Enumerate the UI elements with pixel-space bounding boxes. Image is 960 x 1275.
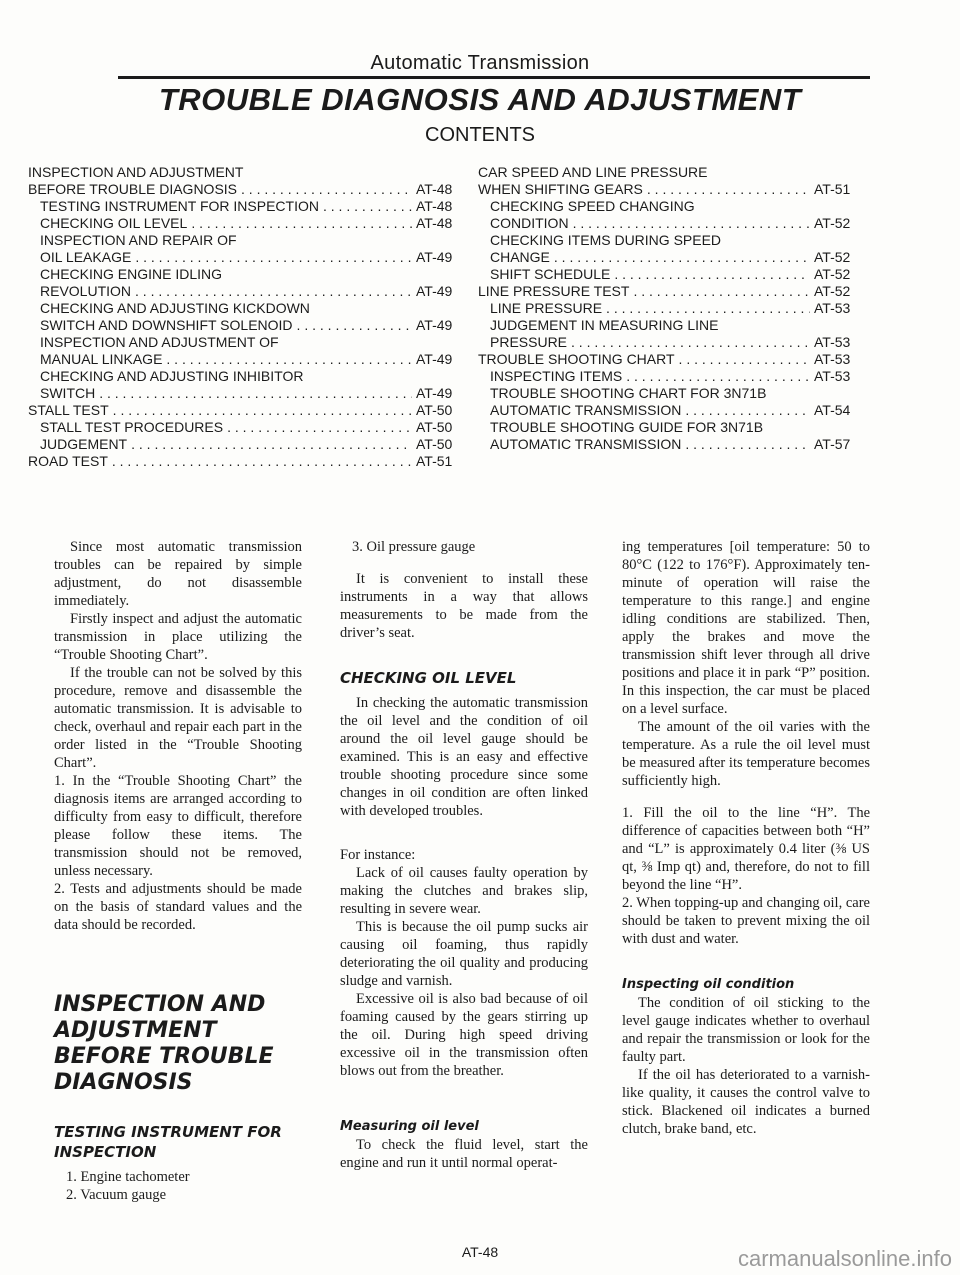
toc-label: ROAD TEST [28,453,108,469]
toc-label: CHECKING ITEMS DURING SPEED [490,232,722,248]
toc-left [28,164,460,470]
paragraph: For instance: [340,847,416,863]
toc-label: JUDGEMENT [40,436,128,452]
paragraph: Firstly inspect and adjust the automatic transmission in place utilizing the “Trouble Shooting Chart”. [54,611,302,663]
toc-page-number: AT-51 [416,453,453,469]
toc-leader [571,334,810,351]
minor-heading: Measuring oil level [340,1119,479,1134]
paragraph: 2. When topping-up and changing oil, care should be taken to prevent mixing the oil with dust and water. [622,895,870,947]
toc-leader [626,368,810,385]
toc-entry [478,198,858,215]
toc-page-number: AT-53 [814,334,851,350]
toc-label: CHECKING SPEED CHANGING [490,198,695,214]
paragraph: In checking the automatic transmission the oil level and the condition of oil around the oil level gauge should be examined. This is an easy and effective trouble shooting procedure since some changes in oil condition are often linked with developed troubles. [340,695,588,819]
toc-entry [28,232,460,249]
toc-entry [28,385,460,402]
toc-page-number: AT-50 [416,419,453,435]
toc-entry [28,164,460,181]
toc-entry [28,266,460,283]
toc-leader [112,453,412,470]
toc-entry [478,181,858,198]
toc-leader [573,215,810,232]
toc-entry [28,453,460,470]
toc-leader [323,198,412,215]
paragraph: The condition of oil sticking to the level gauge indicates whether to overhaul and repair the transmission or look for the faulty part. [622,995,870,1065]
toc-label: CAR SPEED AND LINE PRESSURE [478,164,708,180]
toc-entry [478,266,858,283]
toc-page-number: AT-48 [416,215,453,231]
toc-page-number: AT-48 [416,198,453,214]
column-1 [54,538,302,1204]
toc-leader [131,436,412,453]
paragraph: If the oil has deteriorated to a varnish-like quality, it causes the control valve to stick. Blackened oil indicates a burned clutch, brake band, etc. [622,1067,870,1137]
toc-label: LINE PRESSURE [490,300,603,316]
toc-entry [478,249,858,266]
toc-right [478,164,858,453]
toc-leader [135,283,412,300]
toc-leader [685,402,810,419]
toc-label: INSPECTION AND ADJUSTMENT OF [40,334,279,350]
toc-entry [28,215,460,232]
header-title: Automatic Transmission [370,52,590,74]
toc-label: REVOLUTION [40,283,132,299]
toc-page-number: AT-53 [814,368,851,384]
toc-leader [606,300,810,317]
paragraph: Since most automatic transmission troubles can be repaired by simple adjustment, do not disassemble immediately. [54,539,302,609]
toc-label: SWITCH AND DOWNSHIFT SOLENOID [40,317,293,333]
toc-page-number: AT-49 [416,283,453,299]
header-rule [118,76,870,79]
toc-label: LINE PRESSURE TEST [478,283,630,299]
toc-entry [28,198,460,215]
toc-label: WHEN SHIFTING GEARS [478,181,643,197]
toc-label: STALL TEST [28,402,109,418]
toc-entry [478,402,858,419]
toc-entry [478,215,858,232]
toc-entry [28,334,460,351]
toc-entry [28,181,460,198]
sub-heading: CHECKING OIL LEVEL [340,669,517,687]
toc-entry [478,334,858,351]
minor-heading: Inspecting oil condition [622,977,795,992]
toc-label: BEFORE TROUBLE DIAGNOSIS [28,181,238,197]
toc-page-number: AT-49 [416,317,453,333]
paragraph: If the trouble can not be solved by this procedure, remove and disassemble the automatic transmission. It is advisable to check, overhaul and repair each part in the order listed in the “Trouble Shooting Chart”. [54,665,302,771]
toc-entry [478,283,858,300]
toc-label: TROUBLE SHOOTING CHART FOR 3N71B [490,385,767,401]
toc-entry [28,249,460,266]
toc-label: SHIFT SCHEDULE [490,266,611,282]
toc-leader [614,266,810,283]
toc-entry [478,419,858,436]
paragraph: ing temperatures [oil temperature: 50 to 80°C (122 to 176°F). Approximately ten-minute of operation will raise the temperature to this range.] and engine idling conditions are stabilized. Then, apply the brakes and move the transmission shift lever through all drive positions and place it in park “P” position. In this inspection, the car must be placed on a level surface. [622,539,870,717]
toc-entry [28,317,460,334]
toc-leader [647,181,810,198]
paragraph: To check the fluid level, start the engine and run it until normal operat- [340,1137,588,1171]
list-item: 1. Engine tachometer [66,1169,190,1185]
toc-leader [227,419,412,436]
toc-page-number: AT-52 [814,249,851,265]
toc-page-number: AT-53 [814,300,851,316]
column-3 [622,538,870,1138]
toc-leader [633,283,810,300]
toc-page-number: AT-52 [814,266,851,282]
toc-label: INSPECTING ITEMS [490,368,623,384]
toc-page-number: AT-52 [814,215,851,231]
toc-label: TROUBLE SHOOTING GUIDE FOR 3N71B [490,419,764,435]
column-2 [340,538,588,1172]
paragraph: 2. Tests and adjustments should be made on the basis of standard values and the data should be recorded. [54,881,302,933]
toc-entry [28,300,460,317]
toc-label: OIL LEAKAGE [40,249,132,265]
toc-page-number: AT-49 [416,249,453,265]
toc-leader [685,436,810,453]
toc-page-number: AT-57 [814,436,851,452]
sub-heading: TESTING INSTRUMENT FOR INSPECTION [54,1123,282,1161]
contents-heading: CONTENTS [425,124,535,146]
toc-entry [28,351,460,368]
toc-entry [478,436,858,453]
toc-page-number: AT-49 [416,351,453,367]
toc-leader [554,249,810,266]
toc-label: CHECKING ENGINE IDLING [40,266,223,282]
toc-label: CHANGE [490,249,550,265]
toc-entry [28,368,460,385]
toc-entry [478,351,858,368]
toc-page-number: AT-51 [814,181,851,197]
toc-page-number: AT-49 [416,385,453,401]
toc-entry [28,283,460,300]
toc-entry [478,232,858,249]
toc-label: TROUBLE SHOOTING CHART [478,351,675,367]
watermark: carmanualsonline.info [737,1246,952,1271]
toc-page-number: AT-54 [814,402,851,418]
toc-label: STALL TEST PROCEDURES [40,419,224,435]
toc-label: INSPECTION AND REPAIR OF [40,232,237,248]
toc-entry [478,300,858,317]
toc-label: MANUAL LINKAGE [40,351,163,367]
toc-label: INSPECTION AND ADJUSTMENT [28,164,244,180]
toc-label: AUTOMATIC TRANSMISSION [490,402,682,418]
list-item: 3. Oil pressure gauge [352,539,476,555]
paragraph: 1. Fill the oil to the line “H”. The difference of capacities between both “H” and “L” is approximately 0.4 liter (⅜ US qt, ⅜ Imp qt) and, therefore, do not to fill beyond the line “H”. [622,805,870,893]
toc-leader [113,402,412,419]
toc-label: CHECKING OIL LEVEL [40,215,188,231]
toc-label: CONDITION [490,215,569,231]
toc-page-number: AT-52 [814,283,851,299]
toc-label: CHECKING AND ADJUSTING KICKDOWN [40,300,310,316]
toc-leader [135,249,412,266]
toc-entry [478,317,858,334]
toc-leader [679,351,810,368]
toc-label: AUTOMATIC TRANSMISSION [490,436,682,452]
toc-leader [99,385,412,402]
toc-entry [478,164,858,181]
toc-page-number: AT-48 [416,181,453,197]
toc-page-number: AT-50 [416,402,453,418]
toc-label: CHECKING AND ADJUSTING INHIBITOR [40,368,304,384]
page-number: AT-48 [461,1244,499,1260]
paragraph: Excessive oil is also bad because of oil foaming caused by the gears stirring up the oil. During high speed driving excessive oil in the transmission often blows out from the breather. [340,991,588,1079]
toc-page-number: AT-53 [814,351,851,367]
toc-leader [241,181,412,198]
paragraph: This is because the oil pump sucks air causing oil foaming, thus rapidly deteriorating the oil quality and producing sludge and varnish. [340,919,588,989]
paragraph: Lack of oil causes faulty operation by making the clutches and brakes slip, resulting in severe wear. [340,865,588,917]
toc-entry [28,402,460,419]
toc-leader [191,215,412,232]
paragraph: The amount of the oil varies with the temperature. As a rule the oil level must be measured after its temperature becomes sufficiently high. [622,719,870,789]
toc-label: PRESSURE [490,334,568,350]
toc-page-number: AT-50 [416,436,453,452]
paragraph: 1. In the “Trouble Shooting Chart” the diagnosis items are arranged according to difficulty from easy to difficult, therefore please follow these items. The transmission should not be removed, unless necessary. [54,773,302,879]
paragraph: It is convenient to install these instruments in a way that allows measurements to be made from the driver’s seat. [340,571,588,641]
toc-label: SWITCH [40,385,96,401]
toc-entry [28,436,460,453]
toc-entry [478,385,858,402]
page-title: TROUBLE DIAGNOSIS AND ADJUSTMENT [158,82,802,117]
toc-entry [28,419,460,436]
list-item: 2. Vacuum gauge [66,1187,166,1203]
toc-leader [297,317,412,334]
toc-label: JUDGEMENT IN MEASURING LINE [490,317,719,333]
toc-leader [166,351,412,368]
section-heading: INSPECTION AND ADJUSTMENT BEFORE TROUBLE DIAGNOSIS [54,992,274,1095]
toc-label: TESTING INSTRUMENT FOR INSPECTION [40,198,319,214]
toc-entry [478,368,858,385]
